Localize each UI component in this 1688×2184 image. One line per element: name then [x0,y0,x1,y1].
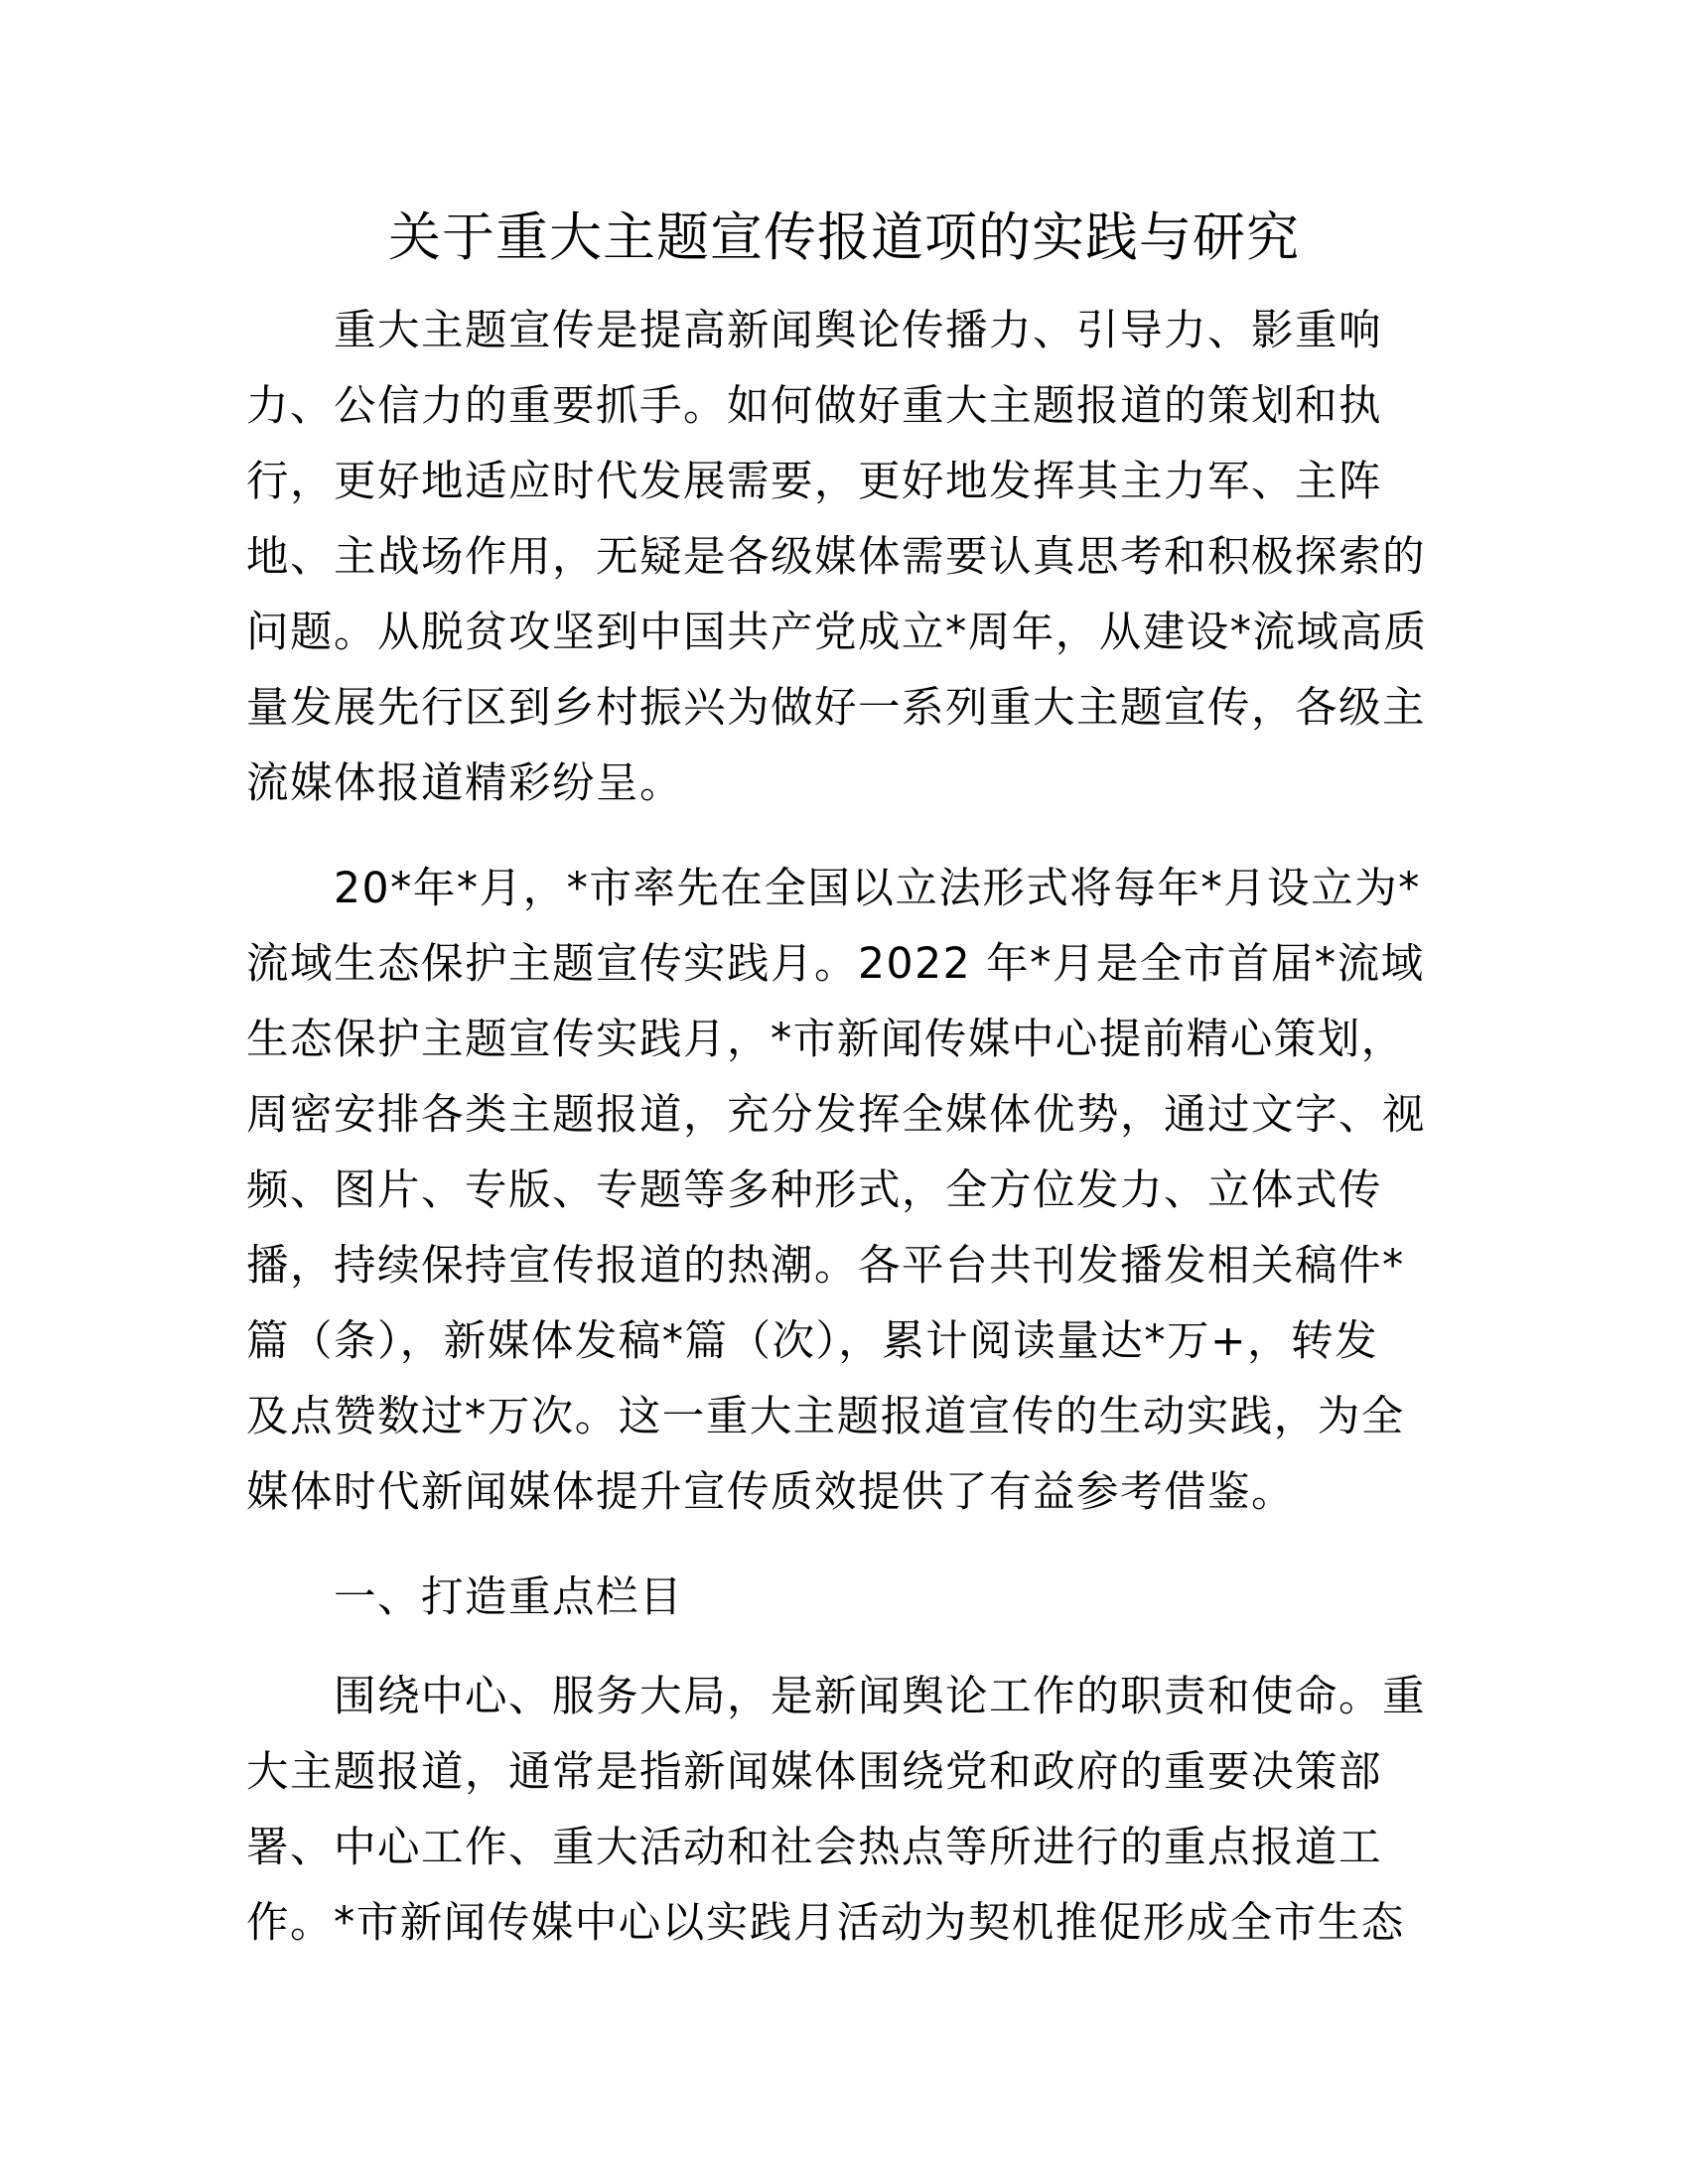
paragraph-line: 媒体时代新闻媒体提升宣传质效提供了有益参考借鉴。 [246,1468,1296,1517]
section-heading: 一、打造重点栏目 [334,1573,684,1622]
paragraph-line: 流域生态保护主题宣传实践月。2022 年*月是全市首届*流域 [246,940,1425,989]
paragraph-intro [246,294,1438,822]
paragraph-line: 篇（条），新媒体发稿*篇（次），累计阅读量达*万+，转发 [246,1317,1379,1366]
paragraph-line: 周密安排各类主题报道，充分发挥全媒体优势，通过文字、视 [246,1091,1427,1140]
paragraph-line: 20*年*月，*市率先在全国以立法形式将每年*月设立为* [334,865,1421,913]
paragraph-line: 大主题报道，通常是指新闻媒体围绕党和政府的重要决策部 [246,1748,1383,1797]
paragraph-line: 作。*市新闻传媒中心以实践月活动为契机推促形成全市生态 [246,1899,1405,1948]
paragraph-line: 围绕中心、服务大局，是新闻舆论工作的职责和使命。重 [334,1673,1427,1721]
paragraph-line: 频、图片、专版、专题等多种形式，全方位发力、立体式传 [246,1166,1383,1215]
paragraph-line: 流媒体报道精彩纷呈。 [246,759,684,808]
paragraph-line: 署、中心工作、重大活动和社会热点等所进行的重点报道工 [246,1824,1383,1872]
paragraph-line: 行，更好地适应时代发展需要，更好地发挥其主力军、主阵 [246,458,1383,506]
paragraph-line: 播，持续保持宣传报道的热潮。各平台共刊发播发相关稿件* [246,1242,1405,1291]
paragraph-line: 地、主战场作用，无疑是各级媒体需要认真思考和积极探索的 [246,533,1427,582]
paragraph-line: 重大主题宣传是提高新闻舆论传播力、引导力、影重响 [334,307,1383,355]
paragraph-line: 量发展先行区到乡村振兴为做好一系列重大主题宣传，各级主 [246,684,1427,733]
section-heading-block [246,1561,1438,1636]
paragraph-line: 及点赞数过*万次。这一重大主题报道宣传的生动实践，为全 [246,1393,1405,1441]
paragraph-section-one [246,1660,1438,1962]
paragraph-line: 问题。从脱贫攻坚到中国共产党成立*周年，从建设*流域高质 [246,609,1428,657]
paragraph-line: 生态保护主题宣传实践月，*市新闻传媒中心提前精心策划， [246,1016,1405,1064]
paragraph-practice-month [246,852,1438,1531]
paragraph-line: 力、公信力的重要抓手。如何做好重大主题报道的策划和执 [246,382,1383,431]
document-title: 关于重大主题宣传报道项的实践与研究 [388,207,1300,268]
